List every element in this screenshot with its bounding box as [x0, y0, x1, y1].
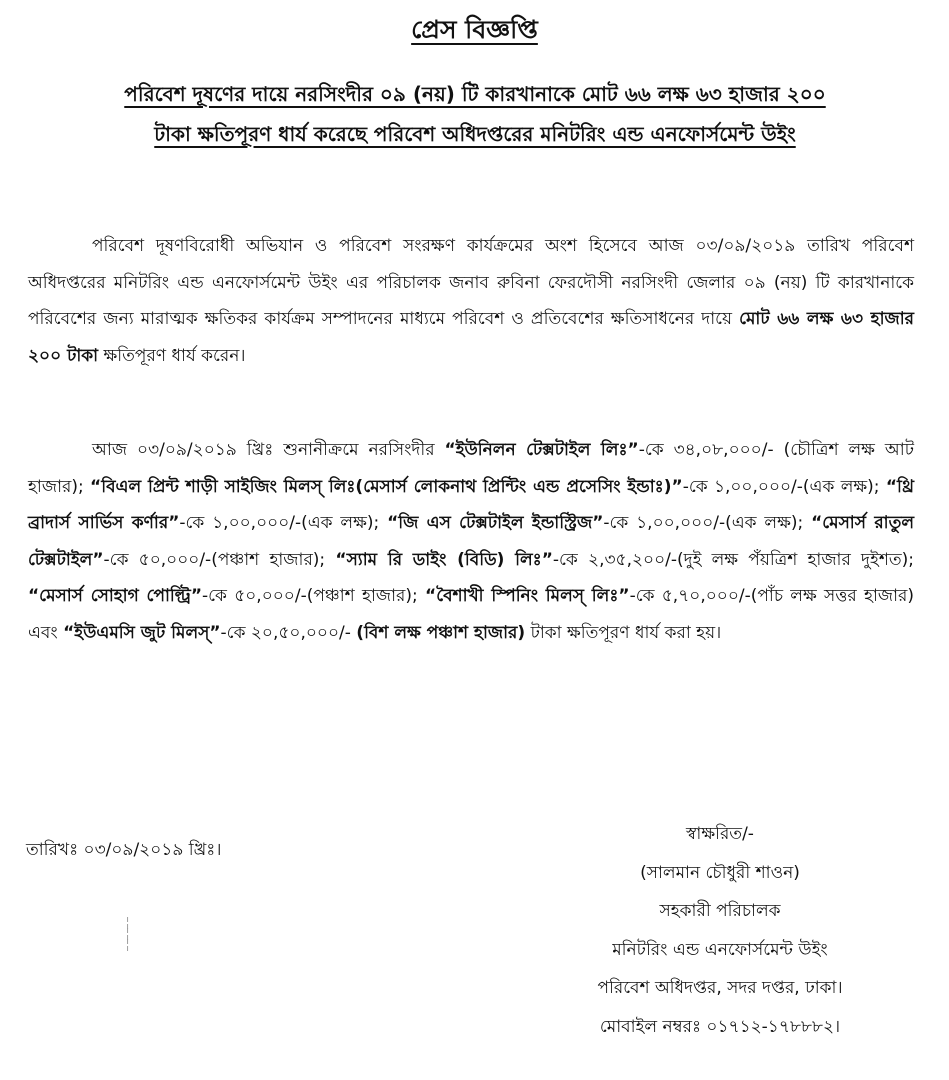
- signature-block: [530, 815, 910, 1046]
- paragraph-1-end: ক্ষতিপূরণ ধার্য করেন।: [103, 345, 246, 366]
- paragraph-1: [28, 228, 914, 374]
- paragraph-2-intro: আজ ০৩/০৯/২০১৯ খ্রিঃ শুনানীক্রমে নরসিংদীর: [92, 440, 435, 460]
- company-amount-words: (পাঁচ লক্ষ সত্তর হাজার): [750, 586, 915, 606]
- company-amount-words: (এক লক্ষ);: [802, 476, 880, 497]
- company-name-last: “ইউএমসি জুট মিলস্”: [63, 622, 221, 643]
- company-amount-words: (এক লক্ষ);: [725, 513, 804, 533]
- paragraph-2-ending: টাকা ক্ষতিপূরণ ধার্য করা হয়।: [530, 622, 722, 643]
- company-amount: -কে ৫০,০০০/-: [103, 549, 212, 570]
- company-name: “জি এস টেক্সটাইল ইন্ডাস্ট্রিজ”: [387, 513, 604, 533]
- date-line: তারিখঃ ০৩/০৯/২০১৯ খ্রিঃ।: [26, 840, 222, 860]
- company-amount: -কে ৩৪,০৮,০০০/-: [638, 440, 774, 460]
- company-amount: -কে ৫০,০০০/-: [202, 586, 307, 606]
- company-amount: -কে ২,৩৫,২০০/-: [552, 549, 677, 570]
- company-name: “বিএল প্রিন্ট শাড়ী সাইজিং মিলস্ লিঃ(মেসার্স লোকনাথ প্রিন্টিং এন্ড প্রসেসিং ইন্ডাঃ)”: [90, 476, 683, 497]
- company-name: “থ্রি ব্রাদার্স সার্ভিস কর্ণার”: [28, 476, 915, 533]
- company-name: “মেসার্স রাতুল টেক্সটাইল”: [28, 513, 915, 570]
- company-amount-last: -কে ২০,৫০,০০০/-: [220, 622, 351, 643]
- company-name: “বৈশাখী স্পিনিং মিলস্ লিঃ”: [425, 586, 630, 606]
- company-amount-words: (চৌত্রিশ লক্ষ আট হাজার);: [28, 440, 915, 497]
- signatory-name: (সালমান চৌধুরী শাওন): [640, 862, 800, 883]
- paragraph-1-text: পরিবেশ দূষণবিরোধী অভিযান ও পরিবেশ সংরক্ষণ কার্যক্রমের অংশ হিসেবে আজ ০৩/০৯/২০১৯ তারিখ পরিবেশ অধিদপ্তরের মনিটরিং এন্ড এনফোর্সমেন্ট উইং এর পরিচালক জনাব রুবিনা ফেরদৌসী নরসিংদী জেলার ০৯ (নয়) টি কারখানাকে পরিবেশের জন্য মারাত্মক ক্ষতিকর কার্যক্রম সম্পাদনের মাধ্যমে পরিবেশ ও প্রতিবেশের ক্ষতিসাধনের দায়ে: [28, 236, 914, 329]
- company-amount-words: (এক লক্ষ);: [301, 513, 380, 533]
- company-amount-words-last: (বিশ লক্ষ পঞ্চাশ হাজার): [356, 622, 526, 643]
- company-amount: -কে ১,০০,০০০/-: [179, 513, 302, 533]
- company-name: “ইউনিলন টেক্সটাইল লিঃ”: [444, 440, 639, 460]
- signatory-wing: মনিটরিং এন্ড এনফোর্সমেন্ট উইং: [612, 939, 828, 960]
- company-name: “স্যাম রি ডাইং (বিডি) লিঃ”: [335, 549, 553, 570]
- page-title: [0, 12, 949, 48]
- company-amount-words: (পঞ্চাশ হাজার);: [306, 586, 418, 606]
- paragraph-2: [28, 432, 914, 651]
- signatory-office: পরিবেশ অধিদপ্তর, সদর দপ্তর, ঢাকা।: [597, 978, 843, 998]
- company-amount-words: (দুই লক্ষ পঁয়ত্রিশ হাজার দুইশত);: [677, 549, 915, 570]
- headline: [30, 74, 920, 154]
- headline-line-2: টাকা ক্ষতিপূরণ ধার্য করেছে পরিবেশ অধিদপ্তরের মনিটরিং এন্ড এনফোর্সমেন্ট উইং: [154, 122, 796, 146]
- company-amount: -কে ১,০০,০০০/-: [603, 513, 726, 533]
- company-amount: -কে ১,০০,০০০/-: [682, 476, 803, 497]
- signatory-mobile: মোবাইল নম্বরঃ ০১৭১২-১৭৮৮৮২।: [599, 1016, 841, 1037]
- signatory-designation: সহকারী পরিচালক: [659, 901, 781, 921]
- scan-smudge-mark: ╎ ╎ ╎: [124, 916, 132, 952]
- company-amount-words: (পঞ্চাশ হাজার);: [211, 549, 326, 570]
- paragraph-1-total: মোট ৬৬ লক্ষ ৬৩ হাজার ২০০ টাকা: [28, 309, 914, 366]
- title-text: প্রেস বিজ্ঞপ্তি: [411, 15, 538, 44]
- signed-label: স্বাক্ষরিত/-: [686, 824, 754, 844]
- company-amount: -কে ৫,৭০,০০০/-: [629, 586, 751, 606]
- company-name: “মেসার্স সোহাগ পোল্ট্রি”: [28, 586, 202, 606]
- headline-line-1: পরিবেশ দূষণের দায়ে নরসিংদীর ০৯ (নয়) টি কারখানাকে মোট ৬৬ লক্ষ ৬৩ হাজার ২০০: [124, 82, 826, 106]
- conjunction: এবং: [28, 622, 58, 643]
